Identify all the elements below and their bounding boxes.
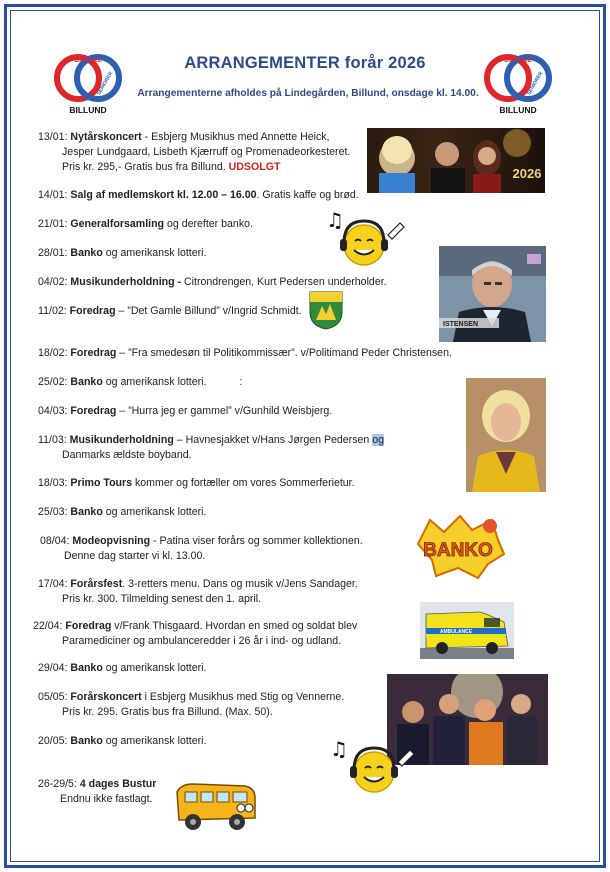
event-text: – Havnesjakket v/Hans Jørgen Pedersen [173,434,373,446]
svg-text:♫: ♫ [330,737,348,761]
event-item [38,505,206,520]
event-title: Musikunderholdning [69,434,174,446]
event-title: Primo Tours [70,477,133,489]
event-item [38,346,452,361]
event-item [38,217,253,232]
event-title: Foredrag [70,347,117,359]
music-smiley-icon [322,205,408,271]
logo-side-text: SENIORER [96,70,115,97]
event-title: Musikunderholdning - [70,276,182,288]
event-date: 25/03: [38,506,68,518]
logo-side-text: SENIORER [526,70,545,97]
event-item [38,404,332,419]
event-item [38,130,350,175]
event-text: og amerikansk lotteri. [102,247,207,259]
event-item [38,476,355,491]
event-item [38,304,302,319]
event-line2: Endnu ikke fastlagt. [60,793,153,805]
event-date: 21/01: [38,218,68,230]
event-text: og amerikansk lotteri. [102,735,207,747]
event-date: 22/04: [33,620,63,632]
event-text: – ”Det Gamle Billund” v/Ingrid Schmidt. [115,305,302,317]
event-date: 04/03: [38,405,68,417]
event-line2: Jesper Lundgaard, Lisbeth Kjærruff og Promenadeorkesteret. [62,146,351,158]
event-extra: : [239,376,243,388]
event-text: . Gratis kaffe og brød. [256,189,359,201]
event-title: Forårsfest [70,578,123,590]
event-line2: Danmarks ældste boyband. [62,449,192,461]
event-title: Foredrag [65,620,112,632]
event-title: Salg af medlemskort kl. 12.00 – 16.00 [70,189,257,201]
event-line2: Denne dag starter vi kl. 13.00. [64,550,206,562]
police-caption: ISTENSEN [443,321,479,328]
event-item [38,188,359,203]
event-item [38,577,358,607]
event-line2: Paramediciner og ambulanceredder i 26 år i ind- og udland. [62,635,342,647]
event-date: 26-29/5: [38,778,77,790]
event-item [33,619,357,649]
logo-city: BILLUND [69,105,107,115]
event-item [38,275,387,290]
page-title: ARRANGEMENTER forår 2026 [184,54,426,72]
concert-banner-text: 2026 [512,166,542,181]
billund-coat-of-arms-icon [308,290,344,330]
ambulance-photo [420,602,514,659]
event-title: Foredrag [69,305,116,317]
event-text: i Esbjerg Musikhus med Stig og Vennerne. [141,691,345,703]
event-date: 11/03: [38,434,67,446]
event-title: Modeopvisning [72,535,151,547]
event-item [38,777,156,807]
speaker-photo [466,378,546,492]
event-title: 4 dages Bustur [79,778,157,790]
event-text: – ”Fra smedesøn til Politikommissær”. v/Politimand Peder Christensen. [116,347,452,359]
logo-top-text: DANSKE [74,57,102,64]
event-item [38,433,384,463]
event-date: 05/05: [38,691,68,703]
event-date: 28/01: [38,247,68,259]
event-date: 18/02: [38,347,68,359]
event-item [38,690,344,720]
event-text: - Patina viser forårs og sommer kollektionen. [150,535,363,547]
ambulance-label: AMBULANCE [439,629,473,635]
banko-text: BANKO [423,540,493,561]
music-smiley-icon-2 [326,734,418,796]
event-line2: Pris kr. 295. Gratis bus fra Billund. (Max. 50). [62,706,273,718]
concert-photo [367,128,545,193]
event-date: 11/02: [38,305,67,317]
event-title: Banko [70,247,103,259]
event-title: Banko [70,662,103,674]
event-date: 04/02: [38,276,68,288]
logo-top-text: DANSKE [504,57,532,64]
event-title: Banko [70,506,103,518]
event-text: og amerikansk lotteri. [102,662,207,674]
event-item [38,246,206,261]
cartoon-bus-icon [171,778,259,836]
event-text: kommer og fortæller om vores Sommerferietur. [132,477,355,489]
event-date: 08/04: [40,535,70,547]
event-date: 18/03: [38,477,68,489]
event-title: Banko [70,376,103,388]
event-text: – ”Hurra jeg er gammel” v/Gunhild Weisbjerg. [116,405,333,417]
event-date: 29/04: [38,662,68,674]
page-subtitle: Arrangementerne afholdes på Lindegården, Billund, onsdage kl. 14.00. [137,88,479,99]
event-line3: Pris kr. 295,- Gratis bus fra Billund. [62,161,229,173]
event-item [38,661,206,676]
highlighted-word: og [372,434,385,446]
event-title: Foredrag [70,405,117,417]
event-text: og amerikansk lotteri. [102,376,207,388]
event-text: og derefter banko. [164,218,253,230]
soldout-badge: UDSOLGT [228,161,281,173]
event-date: 14/01: [38,189,68,201]
police-photo [439,246,546,342]
event-text: og amerikansk lotteri. [102,506,207,518]
event-date: 17/04: [38,578,68,590]
event-item [40,534,363,564]
event-text: Citrondrengen, Kurt Pedersen underholder. [181,276,387,288]
logo-city: BILLUND [499,105,537,115]
event-date: 13/01: [38,131,68,143]
event-title: Generalforsamling [70,218,165,230]
event-item [38,734,206,749]
event-date: 25/02: [38,376,68,388]
event-line2: Pris kr. 300. Tilmelding senest den 1. april. [62,593,262,605]
event-item [38,375,242,390]
event-text: - Esbjerg Musikhus med Annette Heick, [141,131,330,143]
svg-text:♫: ♫ [326,208,344,232]
event-title: Banko [70,735,103,747]
event-title: Nytårskoncert [70,131,142,143]
event-date: 20/05: [38,735,68,747]
event-text: v/Frank Thisgaard. Hvordan en smed og soldat blev [111,620,358,632]
event-title: Forårskoncert [70,691,142,703]
event-text: . 3-retters menu. Dans og musik v/Jens Sandager. [122,578,358,590]
banko-graphic [414,514,506,580]
